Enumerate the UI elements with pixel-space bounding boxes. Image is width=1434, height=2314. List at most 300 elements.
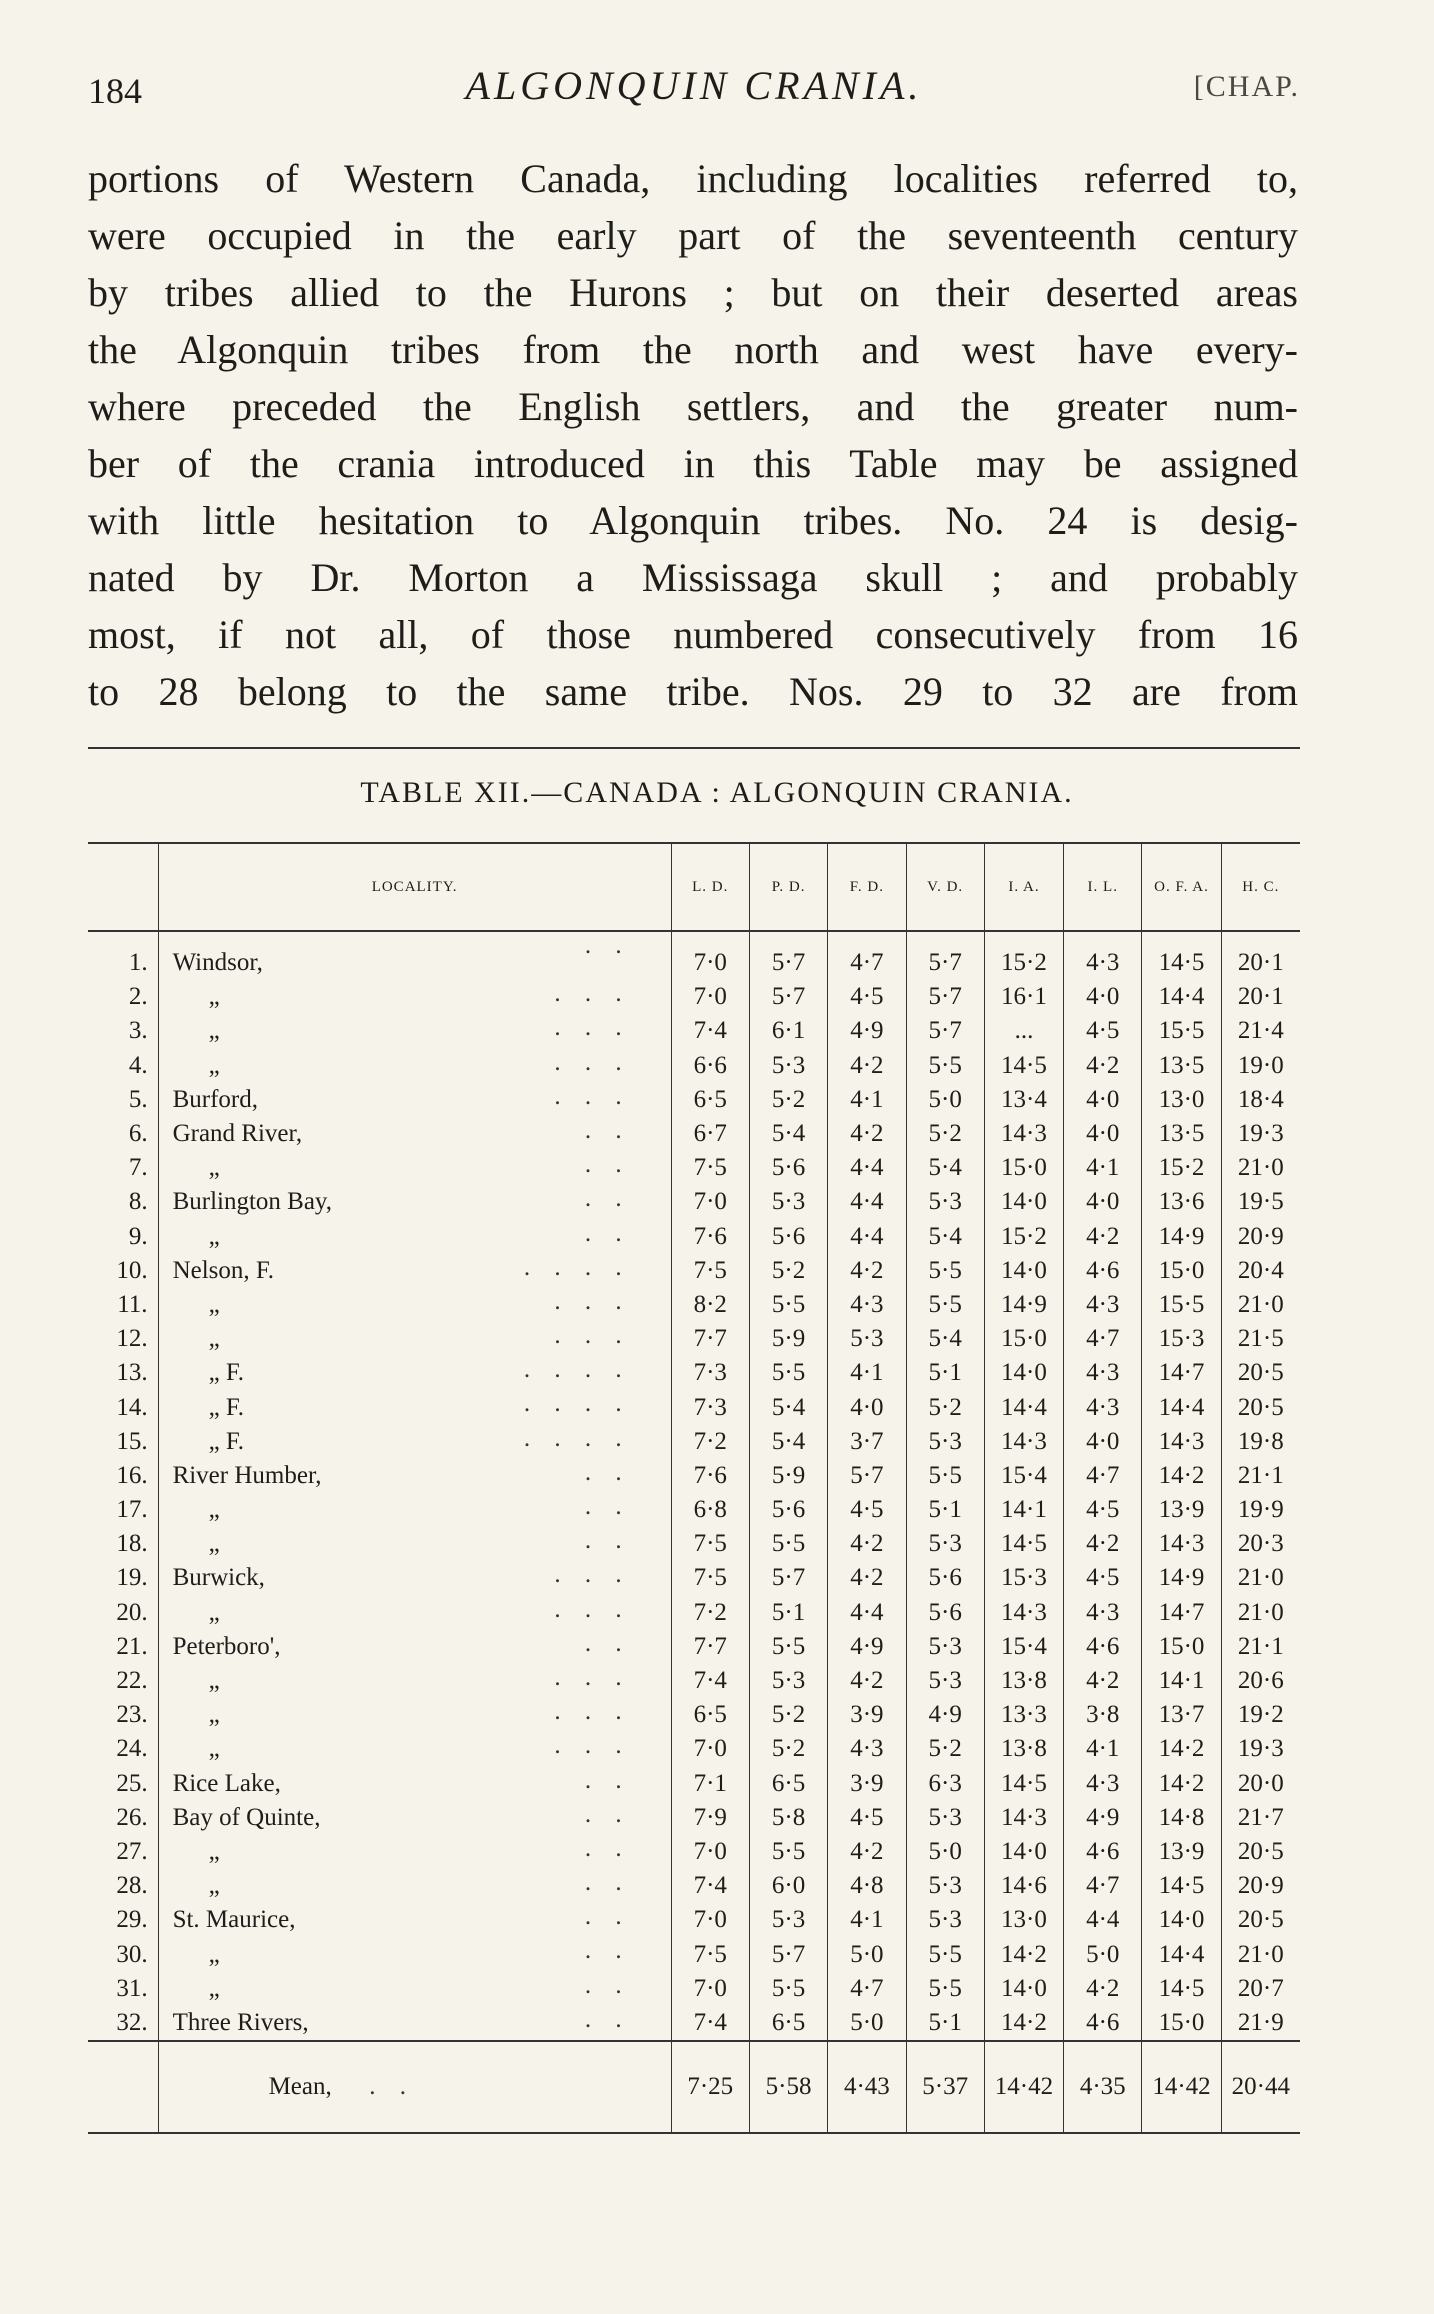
cell-vd: 5·7 — [906, 931, 984, 980]
cell-fd: 4·5 — [828, 1493, 906, 1527]
cell-vd: 5·3 — [906, 1664, 984, 1698]
row-locality — [158, 931, 671, 980]
cell-pd: 5·6 — [749, 1493, 827, 1527]
row-number: 10. — [116, 1256, 148, 1284]
cell-vd: 5·1 — [906, 1356, 984, 1390]
table-row — [88, 1937, 1300, 1971]
cell-hc: 21·0 — [1221, 1937, 1300, 1971]
row-locality — [158, 1459, 671, 1493]
cell-ia: 14·5 — [984, 1767, 1063, 1801]
cell-ia: 14·3 — [984, 1425, 1063, 1459]
cell-ofa: 15·0 — [1142, 1630, 1221, 1664]
row-locality — [158, 2006, 671, 2041]
cell-hc: 20·5 — [1221, 1356, 1300, 1390]
row-locality — [158, 980, 671, 1014]
dot-leader: . . . . — [523, 1356, 631, 1384]
cell-ofa: 13·9 — [1142, 1835, 1221, 1869]
cell-ld: 6·5 — [671, 1698, 749, 1732]
table-row — [88, 1288, 1300, 1322]
cell-il: 4·0 — [1064, 1117, 1142, 1151]
cell-fd: 4·0 — [828, 1390, 906, 1424]
cell-vd: 5·3 — [906, 1801, 984, 1835]
cell-ld: 7·4 — [671, 2006, 749, 2041]
row-number: 28. — [116, 1872, 148, 1900]
cell-vd: 5·5 — [906, 1288, 984, 1322]
page-number: 184 — [88, 71, 142, 111]
cell-ia: 14·9 — [984, 1288, 1063, 1322]
table-row — [88, 1972, 1300, 2006]
row-number: 31. — [116, 1974, 148, 2002]
header-ia: I. A. — [984, 843, 1063, 931]
dot-leader: . . — [584, 1834, 631, 1862]
cell-pd: 5·6 — [749, 1151, 827, 1185]
table-row — [88, 1459, 1300, 1493]
cell-ofa: 14·7 — [1142, 1596, 1221, 1630]
dot-leader: . . . — [554, 1287, 631, 1315]
row-locality — [158, 1254, 671, 1288]
cell-fd: 4·8 — [828, 1869, 906, 1903]
row-locality — [158, 1698, 671, 1732]
cell-hc: 21·0 — [1221, 1151, 1300, 1185]
cell-vd: 5·0 — [906, 1835, 984, 1869]
cell-ofa: 14·3 — [1142, 1527, 1221, 1561]
cell-pd: 5·7 — [749, 980, 827, 1014]
dot-leader: . . . — [554, 1322, 631, 1350]
cell-hc: 20·9 — [1221, 1220, 1300, 1254]
cell-hc: 19·0 — [1221, 1049, 1300, 1083]
cell-ia: 14·4 — [984, 1390, 1063, 1424]
cell-fd: 3·9 — [828, 1698, 906, 1732]
cell-il: 4·5 — [1064, 1014, 1142, 1048]
cell-ofa: 15·3 — [1142, 1322, 1221, 1356]
cell-pd: 5·7 — [749, 931, 827, 980]
cell-fd: 4·5 — [828, 1801, 906, 1835]
cell-ia: 14·2 — [984, 1937, 1063, 1971]
mean-pd: 5·58 — [749, 2041, 827, 2133]
mean-number — [88, 2041, 158, 2133]
cell-il: 4·3 — [1064, 931, 1142, 980]
dot-leader: . . — [584, 1869, 631, 1897]
row-number: 12. — [116, 1325, 148, 1353]
cell-ld: 8·2 — [671, 1288, 749, 1322]
cell-vd: 5·4 — [906, 1322, 984, 1356]
dot-leader: . . — [584, 1937, 631, 1965]
cell-vd: 5·3 — [906, 1425, 984, 1459]
cell-pd: 6·5 — [749, 1767, 827, 1801]
body-line: where preceded the English settlers, and the greater num- — [88, 384, 1298, 429]
cell-il: 4·2 — [1064, 1527, 1142, 1561]
locality-text: Three Rivers, — [172, 2008, 309, 2036]
cell-ld: 7·0 — [671, 980, 749, 1014]
cell-hc: 19·3 — [1221, 1117, 1300, 1151]
row-locality — [158, 1732, 671, 1766]
cell-fd: 4·9 — [828, 1630, 906, 1664]
cell-ofa: 14·5 — [1142, 1869, 1221, 1903]
locality-text: Peterboro', — [172, 1632, 281, 1660]
dot-leader: . . . . — [523, 1390, 631, 1418]
cell-ofa: 15·2 — [1142, 1151, 1221, 1185]
mean-row — [88, 2041, 1300, 2133]
cell-hc: 21·0 — [1221, 1561, 1300, 1595]
locality-text: River Humber, — [172, 1461, 322, 1489]
cell-fd: 4·2 — [828, 1117, 906, 1151]
table-header-row — [88, 843, 1300, 931]
cell-ofa: 14·5 — [1142, 931, 1221, 980]
cell-ofa: 13·0 — [1142, 1083, 1221, 1117]
locality-text: „ — [208, 1974, 220, 2002]
locality-text: Rice Lake, — [172, 1769, 281, 1797]
mean-label-text: Mean, — [268, 2073, 332, 2100]
table-row — [88, 1801, 1300, 1835]
row-locality — [158, 1493, 671, 1527]
mean-hc: 20·44 — [1221, 2041, 1300, 2133]
table-row — [88, 2006, 1300, 2041]
row-locality — [158, 1801, 671, 1835]
cell-ia: 15·0 — [984, 1151, 1063, 1185]
cell-ofa: 14·7 — [1142, 1356, 1221, 1390]
cell-fd: 4·3 — [828, 1288, 906, 1322]
cell-ia: 13·8 — [984, 1732, 1063, 1766]
locality-text: Bay of Quinte, — [172, 1803, 321, 1831]
cell-pd: 5·2 — [749, 1254, 827, 1288]
table-row — [88, 1664, 1300, 1698]
cell-il: 4·0 — [1064, 1185, 1142, 1219]
cell-il: 4·2 — [1064, 1220, 1142, 1254]
row-locality — [158, 1425, 671, 1459]
table-row — [88, 1390, 1300, 1424]
cell-vd: 5·6 — [906, 1596, 984, 1630]
cell-ia: 14·1 — [984, 1493, 1063, 1527]
header-fd: F. D. — [828, 843, 906, 931]
table-row — [88, 1049, 1300, 1083]
cell-il: 4·2 — [1064, 1049, 1142, 1083]
cell-il: 3·8 — [1064, 1698, 1142, 1732]
cell-ofa: 13·5 — [1142, 1117, 1221, 1151]
cell-ofa: 14·4 — [1142, 980, 1221, 1014]
cell-il: 4·6 — [1064, 2006, 1142, 2041]
body-line: nated by Dr. Morton a Mississaga skull ; and probably — [88, 555, 1298, 600]
locality-text: „ — [208, 1735, 220, 1763]
dot-leader: . . . — [554, 1698, 631, 1726]
locality-text: „ — [208, 1222, 220, 1250]
cell-ld: 7·5 — [671, 1254, 749, 1288]
cell-il: 4·5 — [1064, 1561, 1142, 1595]
cell-ld: 6·5 — [671, 1083, 749, 1117]
row-number: 1. — [128, 949, 148, 977]
cell-ld: 7·4 — [671, 1014, 749, 1048]
cell-ofa: 13·9 — [1142, 1493, 1221, 1527]
mean-leader: . . — [369, 2073, 415, 2100]
cell-vd: 5·6 — [906, 1561, 984, 1595]
cell-ofa: 14·3 — [1142, 1425, 1221, 1459]
cell-ld: 7·0 — [671, 1903, 749, 1937]
dot-leader: . . — [584, 1219, 631, 1247]
cell-vd: 5·3 — [906, 1630, 984, 1664]
cell-il: 4·2 — [1064, 1664, 1142, 1698]
cell-hc: 20·7 — [1221, 1972, 1300, 2006]
cell-fd: 4·2 — [828, 1664, 906, 1698]
row-number: 9. — [128, 1222, 148, 1250]
cell-ld: 7·5 — [671, 1937, 749, 1971]
row-locality — [158, 1151, 671, 1185]
row-number: 3. — [128, 1017, 148, 1045]
cell-fd: 4·1 — [828, 1356, 906, 1390]
cell-pd: 5·1 — [749, 1596, 827, 1630]
row-number: 13. — [116, 1359, 148, 1387]
cell-ofa: 14·9 — [1142, 1220, 1221, 1254]
cell-ia: 14·5 — [984, 1527, 1063, 1561]
row-locality — [158, 1356, 671, 1390]
row-locality — [158, 1220, 671, 1254]
row-locality — [158, 1937, 671, 1971]
cell-ia: 14·6 — [984, 1869, 1063, 1903]
cell-il: 5·0 — [1064, 1937, 1142, 1971]
cell-fd: 4·9 — [828, 1014, 906, 1048]
page-header — [88, 62, 1300, 122]
table-row — [88, 1767, 1300, 1801]
cell-vd: 5·5 — [906, 1972, 984, 2006]
locality-text: „ — [208, 1017, 220, 1045]
cell-ld: 6·7 — [671, 1117, 749, 1151]
body-line: most, if not all, of those numbered consecutively from 16 — [88, 612, 1298, 657]
cell-pd: 5·4 — [749, 1117, 827, 1151]
dot-leader: . . . — [554, 1595, 631, 1623]
cell-il: 4·1 — [1064, 1732, 1142, 1766]
cell-vd: 5·3 — [906, 1185, 984, 1219]
cell-ia: 13·4 — [984, 1083, 1063, 1117]
cell-fd: 4·2 — [828, 1835, 906, 1869]
locality-text: „ F. — [208, 1393, 245, 1421]
mean-ia: 14·42 — [984, 2041, 1063, 2133]
cell-ofa: 14·2 — [1142, 1732, 1221, 1766]
cell-hc: 20·6 — [1221, 1664, 1300, 1698]
dot-leader: . . — [584, 2005, 631, 2033]
cell-il: 4·7 — [1064, 1869, 1142, 1903]
table-row — [88, 1869, 1300, 1903]
cell-fd: 4·4 — [828, 1185, 906, 1219]
cell-ofa: 15·0 — [1142, 1254, 1221, 1288]
cell-ld: 7·0 — [671, 1732, 749, 1766]
cell-ia: 13·0 — [984, 1903, 1063, 1937]
row-number: 26. — [116, 1803, 148, 1831]
cell-ld: 7·3 — [671, 1390, 749, 1424]
row-number: 4. — [128, 1051, 148, 1079]
mean-fd: 4·43 — [828, 2041, 906, 2133]
cell-ld: 7·5 — [671, 1527, 749, 1561]
cell-ia: ... — [984, 1014, 1063, 1048]
row-number: 29. — [116, 1906, 148, 1934]
row-number: 11. — [117, 1290, 148, 1318]
cell-ia: 14·3 — [984, 1117, 1063, 1151]
cell-il: 4·3 — [1064, 1596, 1142, 1630]
row-number: 17. — [116, 1496, 148, 1524]
cell-fd: 3·9 — [828, 1767, 906, 1801]
locality-text: „ — [208, 1837, 220, 1865]
dot-leader: . . — [584, 1527, 631, 1555]
table-row — [88, 1322, 1300, 1356]
cell-fd: 4·1 — [828, 1903, 906, 1937]
cell-pd: 5·3 — [749, 1049, 827, 1083]
cell-hc: 19·3 — [1221, 1732, 1300, 1766]
cell-ia: 14·0 — [984, 1254, 1063, 1288]
cell-ld: 7·6 — [671, 1220, 749, 1254]
header-ld: L. D. — [671, 843, 749, 931]
cell-ofa: 13·7 — [1142, 1698, 1221, 1732]
cell-ld: 6·6 — [671, 1049, 749, 1083]
mean-ld: 7·25 — [671, 2041, 749, 2133]
locality-text: „ — [208, 1667, 220, 1695]
cell-ld: 7·2 — [671, 1425, 749, 1459]
cell-il: 4·3 — [1064, 1356, 1142, 1390]
cell-pd: 6·0 — [749, 1869, 827, 1903]
dot-leader: . . . . — [523, 1253, 631, 1281]
cell-ld: 7·0 — [671, 1835, 749, 1869]
cell-vd: 5·2 — [906, 1390, 984, 1424]
cell-ia: 14·5 — [984, 1049, 1063, 1083]
table-row — [88, 1596, 1300, 1630]
row-number: 23. — [116, 1701, 148, 1729]
cell-pd: 5·7 — [749, 1561, 827, 1595]
cell-ia: 14·2 — [984, 2006, 1063, 2041]
cell-fd: 4·4 — [828, 1596, 906, 1630]
locality-text: „ — [208, 1496, 220, 1524]
cell-fd: 3·7 — [828, 1425, 906, 1459]
cell-ia: 13·3 — [984, 1698, 1063, 1732]
row-number: 14. — [116, 1393, 148, 1421]
cell-hc: 20·9 — [1221, 1869, 1300, 1903]
table-row — [88, 1561, 1300, 1595]
dot-leader: . . — [584, 1971, 631, 1999]
dot-leader: . . . — [554, 1082, 631, 1110]
row-number: 18. — [116, 1530, 148, 1558]
cell-ld: 7·6 — [671, 1459, 749, 1493]
cell-vd: 5·3 — [906, 1527, 984, 1561]
cell-il: 4·2 — [1064, 1972, 1142, 2006]
cell-vd: 5·2 — [906, 1117, 984, 1151]
cell-hc: 19·9 — [1221, 1493, 1300, 1527]
dot-leader: . . — [584, 1903, 631, 1931]
locality-text: „ — [208, 1530, 220, 1558]
cell-vd: 5·7 — [906, 980, 984, 1014]
locality-text: Nelson, F. — [172, 1256, 275, 1284]
cell-vd: 5·5 — [906, 1459, 984, 1493]
cell-fd: 4·3 — [828, 1732, 906, 1766]
cell-ofa: 14·4 — [1142, 1937, 1221, 1971]
locality-text: „ — [208, 983, 220, 1011]
table-row — [88, 1493, 1300, 1527]
row-locality — [158, 1288, 671, 1322]
table-row — [88, 1527, 1300, 1561]
cell-ld: 7·5 — [671, 1561, 749, 1595]
cell-fd: 4·4 — [828, 1151, 906, 1185]
locality-text: „ — [208, 1598, 220, 1626]
cell-hc: 21·0 — [1221, 1596, 1300, 1630]
row-locality — [158, 1083, 671, 1117]
locality-text: „ — [208, 1290, 220, 1318]
cell-il: 4·0 — [1064, 1425, 1142, 1459]
cell-il: 4·0 — [1064, 1083, 1142, 1117]
cell-fd: 5·0 — [828, 2006, 906, 2041]
mean-il: 4·35 — [1064, 2041, 1142, 2133]
dot-leader: . . — [584, 932, 631, 959]
cell-ia: 15·2 — [984, 1220, 1063, 1254]
row-locality — [158, 1561, 671, 1595]
row-locality — [158, 1664, 671, 1698]
locality-text: Windsor, — [172, 949, 263, 977]
cell-pd: 5·9 — [749, 1459, 827, 1493]
dot-leader: . . . — [554, 1732, 631, 1760]
cell-fd: 4·5 — [828, 980, 906, 1014]
cell-ld: 7·2 — [671, 1596, 749, 1630]
cell-pd: 5·5 — [749, 1630, 827, 1664]
cell-hc: 18·4 — [1221, 1083, 1300, 1117]
row-number: 25. — [116, 1769, 148, 1797]
row-locality — [158, 1596, 671, 1630]
cell-ia: 15·3 — [984, 1561, 1063, 1595]
locality-text: „ — [208, 1051, 220, 1079]
cell-ld: 7·5 — [671, 1151, 749, 1185]
cell-vd: 5·3 — [906, 1869, 984, 1903]
cell-vd: 5·2 — [906, 1732, 984, 1766]
cell-hc: 21·5 — [1221, 1322, 1300, 1356]
cell-vd: 5·3 — [906, 1903, 984, 1937]
table-row — [88, 1356, 1300, 1390]
cell-fd: 4·2 — [828, 1527, 906, 1561]
cell-ia: 15·4 — [984, 1459, 1063, 1493]
cell-vd: 5·7 — [906, 1014, 984, 1048]
dot-leader: . . . — [554, 1014, 631, 1042]
cell-vd: 5·4 — [906, 1220, 984, 1254]
cell-ofa: 14·1 — [1142, 1664, 1221, 1698]
row-number: 21. — [116, 1632, 148, 1660]
cell-ofa: 14·9 — [1142, 1561, 1221, 1595]
table-row — [88, 1083, 1300, 1117]
row-number: 30. — [116, 1940, 148, 1968]
cell-fd: 4·2 — [828, 1561, 906, 1595]
cell-vd: 5·1 — [906, 1493, 984, 1527]
header-vd: V. D. — [906, 843, 984, 931]
row-locality — [158, 1014, 671, 1048]
row-number: 16. — [116, 1461, 148, 1489]
table-row — [88, 1117, 1300, 1151]
mean-label — [158, 2041, 671, 2133]
body-line: the Algonquin tribes from the north and west have every- — [88, 327, 1298, 372]
header-locality: LOCALITY. — [158, 843, 671, 931]
locality-text: „ F. — [208, 1359, 245, 1387]
table-row — [88, 1014, 1300, 1048]
cell-il: 4·1 — [1064, 1151, 1142, 1185]
row-locality — [158, 1527, 671, 1561]
header-hc: H. C. — [1221, 843, 1300, 931]
cell-il: 4·7 — [1064, 1322, 1142, 1356]
row-number: 27. — [116, 1837, 148, 1865]
table-row — [88, 1835, 1300, 1869]
body-line: ber of the crania introduced in this Table may be assigned — [88, 441, 1298, 486]
cell-il: 4·3 — [1064, 1767, 1142, 1801]
row-locality — [158, 1049, 671, 1083]
row-locality — [158, 1903, 671, 1937]
cell-hc: 20·5 — [1221, 1903, 1300, 1937]
cell-il: 4·6 — [1064, 1835, 1142, 1869]
cell-ld: 7·0 — [671, 1185, 749, 1219]
cell-fd: 5·7 — [828, 1459, 906, 1493]
body-line: to 28 belong to the same tribe. Nos. 29 to 32 are from — [88, 669, 1298, 714]
locality-text: Grand River, — [172, 1120, 303, 1148]
cell-pd: 5·2 — [749, 1732, 827, 1766]
cell-hc: 20·3 — [1221, 1527, 1300, 1561]
row-number: 6. — [128, 1120, 148, 1148]
header-pd: P. D. — [749, 843, 827, 931]
